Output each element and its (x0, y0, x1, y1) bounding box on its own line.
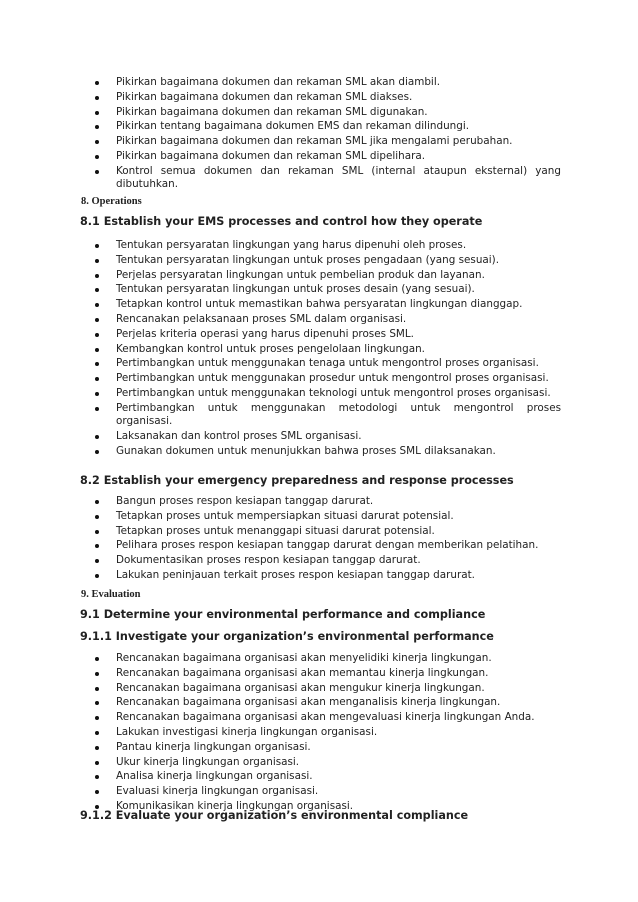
heading-9-1-2: 9.1.2 Evaluate your organization’s environmental compliance (80, 809, 469, 822)
list-item: Perjelas kriteria operasi yang harus dipenuhi proses SML. (95, 328, 561, 341)
list-item: Bangun proses respon kesiapan tanggap darurat. (95, 495, 561, 508)
heading-9-1: 9.1 Determine your environmental performance and compliance (80, 608, 486, 621)
list-item: Tetapkan proses untuk mempersiapkan situasi darurat potensial. (95, 510, 561, 523)
list-item: Rencanakan bagaimana organisasi akan memantau kinerja lingkungan. (95, 667, 561, 680)
list-item: Perjelas persyaratan lingkungan untuk pembelian produk dan layanan. (95, 269, 561, 282)
list-item: Kontrol semua dokumen dan rekaman SML (internal ataupun eksternal) yang dibutuhkan. (95, 165, 561, 191)
list-item: Kembangkan kontrol untuk proses pengelolaan lingkungan. (95, 343, 561, 356)
list-item: Pertimbangkan untuk menggunakan prosedur untuk mengontrol proses organisasi. (95, 372, 561, 385)
list-item: Tetapkan kontrol untuk memastikan bahwa persyaratan lingkungan dianggap. (95, 298, 561, 311)
section-9-1-1-bullet-list (95, 652, 561, 815)
list-item: Dokumentasikan proses respon kesiapan tanggap darurat. (95, 554, 561, 567)
list-item: Pertimbangkan untuk menggunakan metodologi untuk mengontrol proses organisasi. (95, 402, 561, 428)
list-item: Lakukan peninjauan terkait proses respon kesiapan tanggap darurat. (95, 569, 561, 582)
section-9-title: 9. Evaluation (81, 589, 141, 600)
list-item: Pertimbangkan untuk menggunakan teknologi untuk mengontrol proses organisasi. (95, 387, 561, 400)
list-item: Ukur kinerja lingkungan organisasi. (95, 756, 561, 769)
heading-9-1-1: 9.1.1 Investigate your organization’s environmental performance (80, 630, 494, 643)
section-8-1-bullet-list (95, 239, 561, 459)
list-item: Gunakan dokumen untuk menunjukkan bahwa proses SML dilaksanakan. (95, 445, 561, 458)
list-item: Pertimbangkan untuk menggunakan tenaga untuk mengontrol proses organisasi. (95, 357, 561, 370)
list-item: Tetapkan proses untuk menanggapi situasi darurat potensial. (95, 525, 561, 538)
list-item: Pikirkan bagaimana dokumen dan rekaman SML digunakan. (95, 106, 561, 119)
list-item: Pikirkan bagaimana dokumen dan rekaman SML diakses. (95, 91, 561, 104)
list-item: Lakukan investigasi kinerja lingkungan organisasi. (95, 726, 561, 739)
list-item: Rencanakan bagaimana organisasi akan menyelidiki kinerja lingkungan. (95, 652, 561, 665)
heading-8-2: 8.2 Establish your emergency preparedness and response processes (80, 474, 514, 487)
list-item: Analisa kinerja lingkungan organisasi. (95, 770, 561, 783)
list-item: Pelihara proses respon kesiapan tanggap darurat dengan memberikan pelatihan. (95, 539, 561, 552)
list-item: Tentukan persyaratan lingkungan untuk proses desain (yang sesuai). (95, 283, 561, 296)
list-item: Rencanakan bagaimana organisasi akan mengukur kinerja lingkungan. (95, 682, 561, 695)
list-item: Komunikasikan kinerja lingkungan organisasi. (95, 800, 561, 813)
list-item: Tentukan persyaratan lingkungan untuk proses pengadaan (yang sesuai). (95, 254, 561, 267)
section-8-title: 8. Operations (81, 196, 142, 207)
list-item: Pantau kinerja lingkungan organisasi. (95, 741, 561, 754)
list-item: Laksanakan dan kontrol proses SML organisasi. (95, 430, 561, 443)
list-item: Rencanakan pelaksanaan proses SML dalam organisasi. (95, 313, 561, 326)
list-item: Pikirkan bagaimana dokumen dan rekaman SML jika mengalami perubahan. (95, 135, 561, 148)
heading-8-1: 8.1 Establish your EMS processes and control how they operate (80, 215, 483, 228)
list-item: Rencanakan bagaimana organisasi akan mengevaluasi kinerja lingkungan Anda. (95, 711, 561, 724)
list-item: Rencanakan bagaimana organisasi akan menganalisis kinerja lingkungan. (95, 696, 561, 709)
list-item: Tentukan persyaratan lingkungan yang harus dipenuhi oleh proses. (95, 239, 561, 252)
list-item: Evaluasi kinerja lingkungan organisasi. (95, 785, 561, 798)
list-item: Pikirkan bagaimana dokumen dan rekaman SML dipelihara. (95, 150, 561, 163)
intro-bullet-list (95, 76, 561, 193)
list-item: Pikirkan tentang bagaimana dokumen EMS dan rekaman dilindungi. (95, 120, 561, 133)
list-item: Pikirkan bagaimana dokumen dan rekaman SML akan diambil. (95, 76, 561, 89)
section-8-2-bullet-list (95, 495, 561, 584)
